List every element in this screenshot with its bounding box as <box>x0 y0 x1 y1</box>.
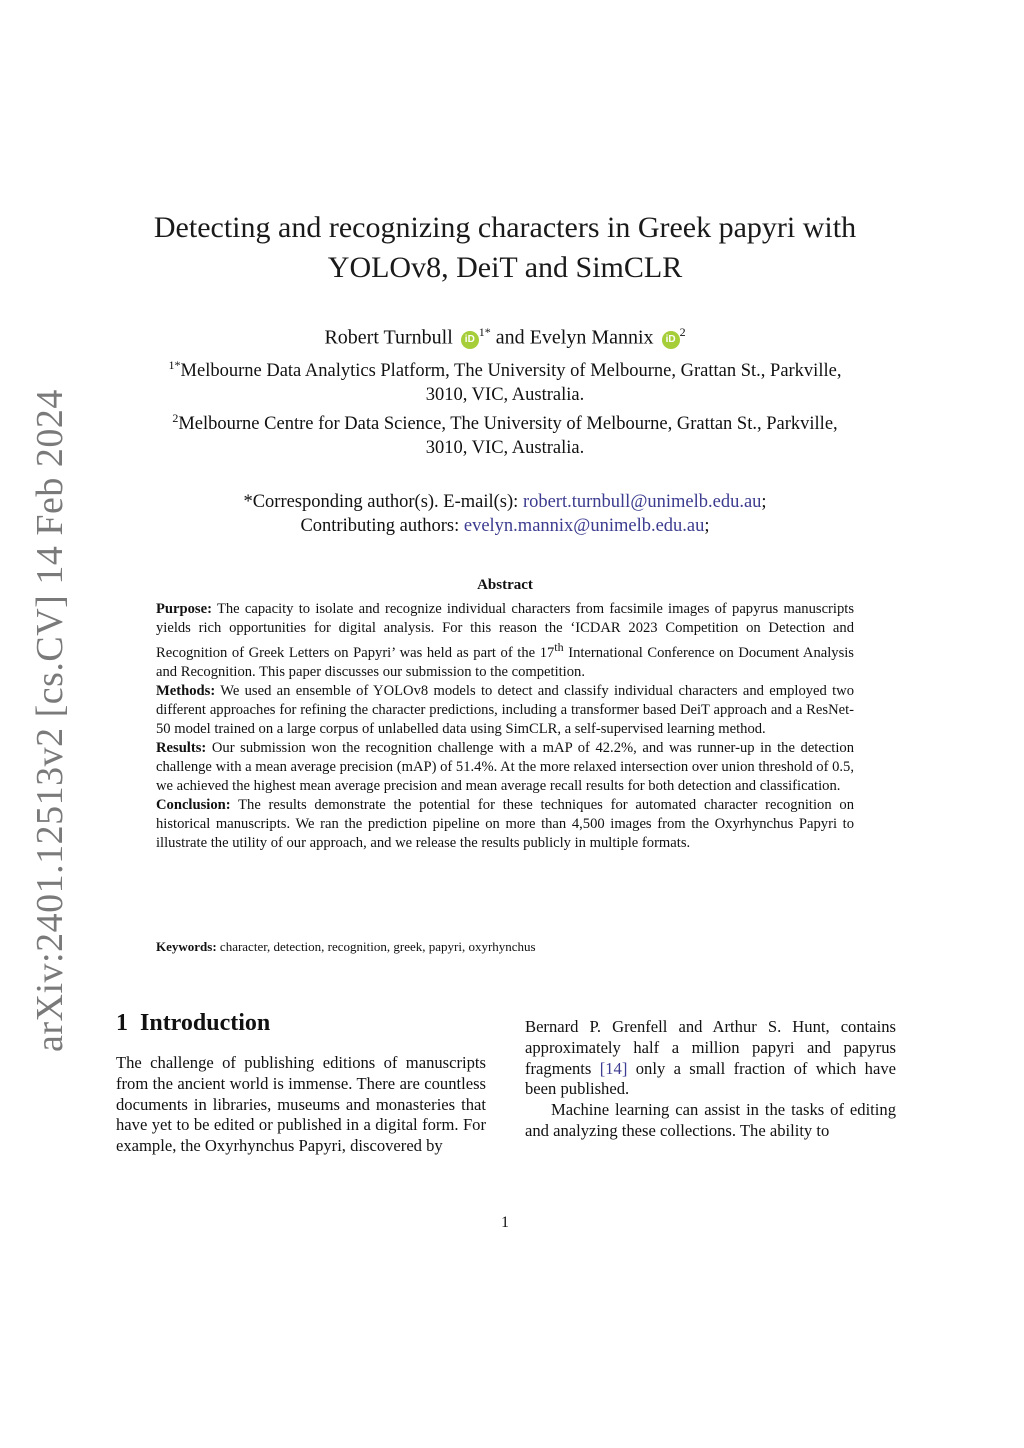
arxiv-identifier: arXiv:2401.12513v2 [cs.CV] 14 Feb 2024 <box>29 389 71 1052</box>
separator: ; <box>704 516 710 536</box>
orcid-icon[interactable]: iD <box>662 331 680 349</box>
abstract-text: Our submission won the recognition challenge with a mAP of 42.2%, and was runner-up in the detection challenge with a mean average precision (mAP) of 51.4%. At the more relaxed intersection over union threshold of 0.5, we achieved the highest mean average precision and mean average recall results for both detection and classification. <box>156 739 854 794</box>
keywords <box>156 938 854 956</box>
contributing-prefix: Contributing authors: <box>300 516 460 536</box>
abstract-text: International Conference on Document Analysis and Recognition. This paper discusses our submission to the competition. <box>156 644 854 680</box>
abstract-label: Results: <box>156 739 207 756</box>
author-name: Evelyn Mannix <box>529 326 654 349</box>
corresponding-author-line <box>150 490 860 514</box>
abstract-label: Purpose: <box>156 601 212 617</box>
abstract-label: Methods: <box>156 682 216 699</box>
author-conjunction: and <box>495 326 525 349</box>
correspondence-block <box>150 490 860 538</box>
contributing-email-link[interactable]: evelyn.mannix@unimelb.edu.au <box>463 516 705 536</box>
affiliation-text: Melbourne Centre for Data Science, The University of Melbourne, Grattan St., Parkville, 3010, VIC, Australia. <box>178 414 838 458</box>
citation-link[interactable]: [14] <box>599 1058 628 1078</box>
corresponding-prefix: *Corresponding author(s). E-mail(s): <box>243 492 519 512</box>
affiliations <box>150 354 860 460</box>
paragraph: The challenge of publishing editions of manuscripts from the ancient world is immense. There are countless documents in libraries, museums and monasteries that have yet to be edited or published in a digital form. For example, the Oxyrhynchus Papyri, discovered by <box>116 1053 486 1156</box>
abstract-conclusion <box>156 796 854 853</box>
section-number: 1 <box>116 1010 128 1036</box>
abstract-text: We used an ensemble of YOLOv8 models to detect and classify individual characters and employed two different approaches for refining the character predictions, including a transformer based DeiT approach and a ResNet-50 model trained on a large corpus of unlabelled data using SimCLR, a self-supervised learning method. <box>156 682 855 737</box>
paragraph <box>525 1017 896 1100</box>
keywords-label: Keywords: <box>156 939 217 954</box>
author-list <box>150 318 860 352</box>
orcid-icon[interactable]: iD <box>461 331 479 349</box>
affiliation-marker: 1* <box>168 358 181 372</box>
superscript: th <box>554 640 564 654</box>
paragraph-text: Bernard P. Grenfell and Arthur S. Hunt, contains approximately half a million papyri and papyrus fragments <box>525 1017 896 1078</box>
abstract-methods <box>156 682 854 739</box>
abstract-purpose <box>156 600 854 682</box>
affiliation-text: Melbourne Data Analytics Platform, The University of Melbourne, Grattan St., Parkville, 3010, VIC, Australia. <box>180 361 842 405</box>
author-name: Robert Turnbull <box>324 326 453 349</box>
abstract-results <box>156 739 854 796</box>
keywords-text: character, detection, recognition, greek, papyri, oxyrhynchus <box>219 939 536 954</box>
section-heading <box>116 1010 270 1037</box>
paragraph-text: only a small fraction of which have been published. <box>525 1058 896 1099</box>
title-line-2: YOLOv8, DeiT and SimCLR <box>327 251 683 284</box>
section-title: Introduction <box>140 1010 271 1036</box>
abstract-text: The capacity to isolate and recognize individual characters from facsimile images of papyrus manuscripts yields rich opportunities for digital analysis. For this reason the ‘ICDAR 2023 Competition on Detection and Recognition of Greek Letters on Papyri’ was held as part of the 17 <box>156 601 854 661</box>
abstract-body <box>156 600 854 853</box>
contributing-authors-line <box>150 514 860 538</box>
author-affil-marker: 1* <box>478 325 491 339</box>
abstract-label: Conclusion: <box>156 796 231 813</box>
abstract-text: The results demonstrate the potential for these techniques for automated character recognition on historical manuscripts. We ran the prediction pipeline on more than 4,500 images from the Oxyrhynchus Papyri to illustrate the utility of our approach, and we release the results publicly in multiple formats. <box>156 796 854 851</box>
paper-title <box>140 208 870 288</box>
body-column-right <box>525 1017 896 1142</box>
affiliation-marker: 2 <box>172 411 179 426</box>
abstract-heading: Abstract <box>477 577 533 593</box>
page-number: 1 <box>501 1214 509 1231</box>
affiliation <box>150 407 860 460</box>
corresponding-email-link[interactable]: robert.turnbull@unimelb.edu.au <box>522 492 762 512</box>
separator: ; <box>761 492 767 512</box>
paragraph: Machine learning can assist in the tasks of editing and analyzing these collections. The ability to <box>525 1100 896 1140</box>
body-column-left <box>116 1053 486 1157</box>
affiliation <box>150 354 860 407</box>
title-line-1: Detecting and recognizing characters in Greek papyri with <box>153 211 857 244</box>
author-affil-marker: 2 <box>679 325 686 339</box>
